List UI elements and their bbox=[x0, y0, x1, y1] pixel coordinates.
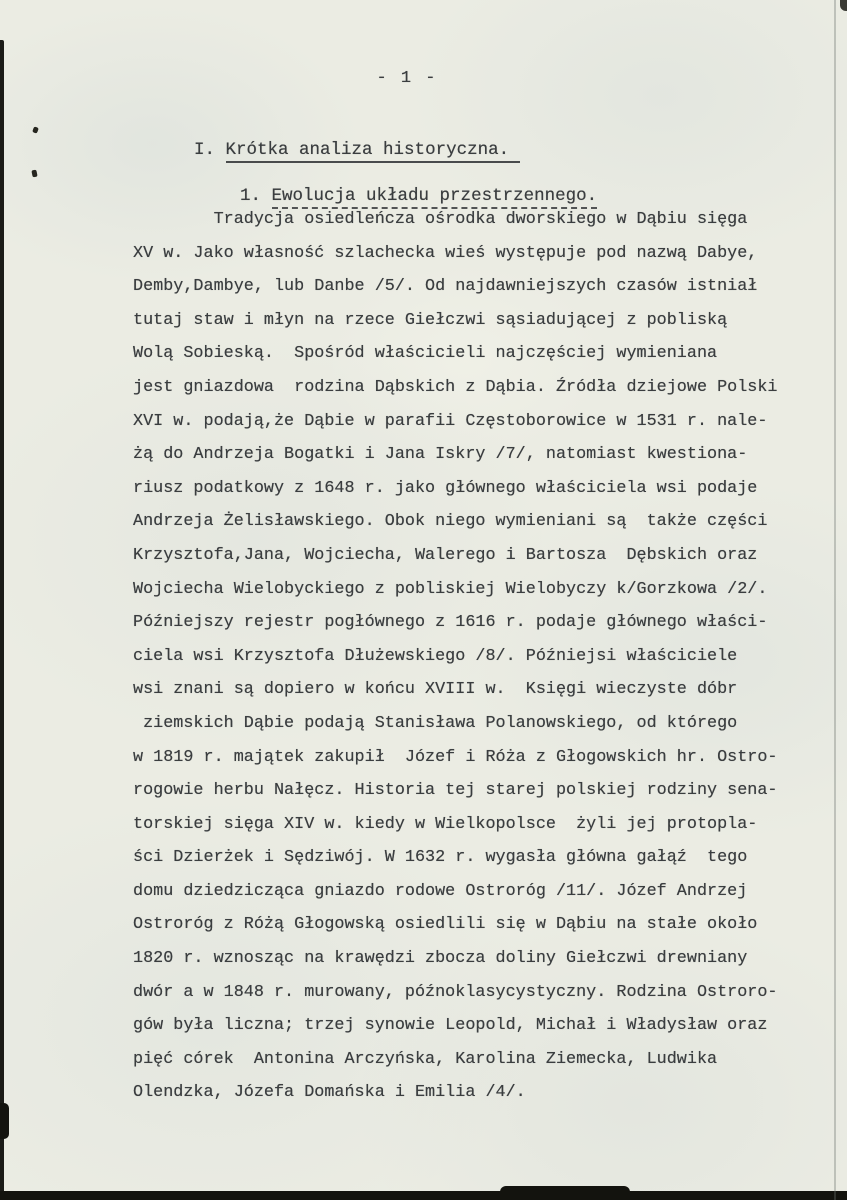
text-line: tutaj staw i młyn na rzece Giełczwi sąsiadującej z pobliską bbox=[133, 310, 728, 330]
text-line: Wojciecha Wielobyckiego z pobliskiej Wielobyczy k/Gorzkowa /2/. bbox=[133, 579, 768, 599]
text-line: pięć córek Antonina Arczyńska, Karolina Ziemecka, Ludwika bbox=[133, 1049, 718, 1069]
subsection-heading-numeral: 1. bbox=[240, 186, 272, 206]
text-line: Krzysztofa,Jana, Wojciecha, Walerego i Bartosza Dębskich oraz bbox=[133, 545, 758, 565]
text-line: Andrzeja Żelisławskiego. Obok niego wymieniani są także części bbox=[133, 512, 768, 532]
scan-speck bbox=[31, 170, 37, 178]
text-line: Olendzka, Józefa Domańska i Emilia /4/. bbox=[133, 1083, 526, 1103]
page-number: - 1 - bbox=[376, 69, 438, 88]
scan-edge-left-blob bbox=[0, 1103, 9, 1139]
subsection-heading-text: Ewolucja układu przestrzennego. bbox=[272, 186, 598, 209]
text-line: dwór a w 1848 r. murowany, późnoklasycystyczny. Rodzina Ostroro- bbox=[133, 982, 778, 1002]
text-line: rogowie herbu Nałęcz. Historia tej starej polskiej rodziny sena- bbox=[133, 781, 778, 801]
text-line: riusz podatkowy z 1648 r. jako głównego właściciela wsi podaje bbox=[133, 478, 758, 498]
text-line: Ostroróg z Różą Głogowską osiedlili się w Dąbiu na stałe około bbox=[133, 915, 758, 935]
text-line: XVI w. podają,że Dąbie w parafii Częstoborowice w 1531 r. nale- bbox=[133, 411, 768, 431]
scan-edge-bottom bbox=[0, 1191, 847, 1200]
text-line: torskiej sięga XIV w. kiedy w Wielkopolsce żyli jej protopla- bbox=[133, 814, 758, 834]
text-line: 1820 r. wznosząc na krawędzi zbocza doliny Giełczwi drewniany bbox=[133, 949, 748, 969]
text-line: XV w. Jako własność szlachecka wieś występuje pod nazwą Dabye, bbox=[133, 243, 758, 263]
text-line: w 1819 r. majątek zakupił Józef i Róża z Głogowskich hr. Ostro- bbox=[133, 747, 778, 767]
section-heading-numeral: I. bbox=[194, 140, 226, 160]
text-line: Tradycja osiedleńcza ośrodka dworskiego w Dąbiu sięga bbox=[133, 210, 748, 229]
text-line: gów była liczna; trzej synowie Leopold, Michał i Władysław oraz bbox=[133, 1016, 768, 1036]
text-line: Wolą Sobieską. Spośród właścicieli najczęściej wymieniana bbox=[133, 344, 718, 364]
scan-edge-bottom-bump bbox=[500, 1186, 630, 1194]
section-heading-text: Krótka analiza historyczna. bbox=[226, 140, 520, 163]
text-line: ziemskich Dąbie podają Stanisława Polanowskiego, od którego bbox=[133, 713, 738, 733]
scan-edge-left bbox=[0, 40, 4, 1200]
text-line: ści Dzierżek i Sędziwój. W 1632 r. wygasła główna gałąź tego bbox=[133, 848, 748, 868]
text-line: Późniejszy rejestr pogłównego z 1616 r. podaje głównego właści- bbox=[133, 613, 768, 633]
scan-speck bbox=[32, 126, 39, 133]
text-line: wsi znani są dopiero w końcu XVIII w. Księgi wieczyste dóbr bbox=[133, 680, 738, 700]
scan-corner-mark bbox=[840, 0, 847, 11]
text-line: jest gniazdowa rodzina Dąbskich z Dąbia. Źródła dziejowe Polski bbox=[133, 377, 778, 397]
text-line: ciela wsi Krzysztofa Dłużewskiego /8/. Późniejsi właściciele bbox=[133, 646, 738, 666]
text-line: Demby,Dambye, lub Danbe /5/. Od najdawniejszych czasów istniał bbox=[133, 277, 758, 297]
scan-edge-right-line bbox=[834, 0, 836, 1200]
body-paragraph bbox=[133, 203, 813, 1110]
text-line: domu dziedzicząca gniazdo rodowe Ostroróg /11/. Józef Andrzej bbox=[133, 881, 748, 901]
text-line: żą do Andrzeja Bogatki i Jana Iskry /7/, natomiast kwestiona- bbox=[133, 445, 748, 465]
